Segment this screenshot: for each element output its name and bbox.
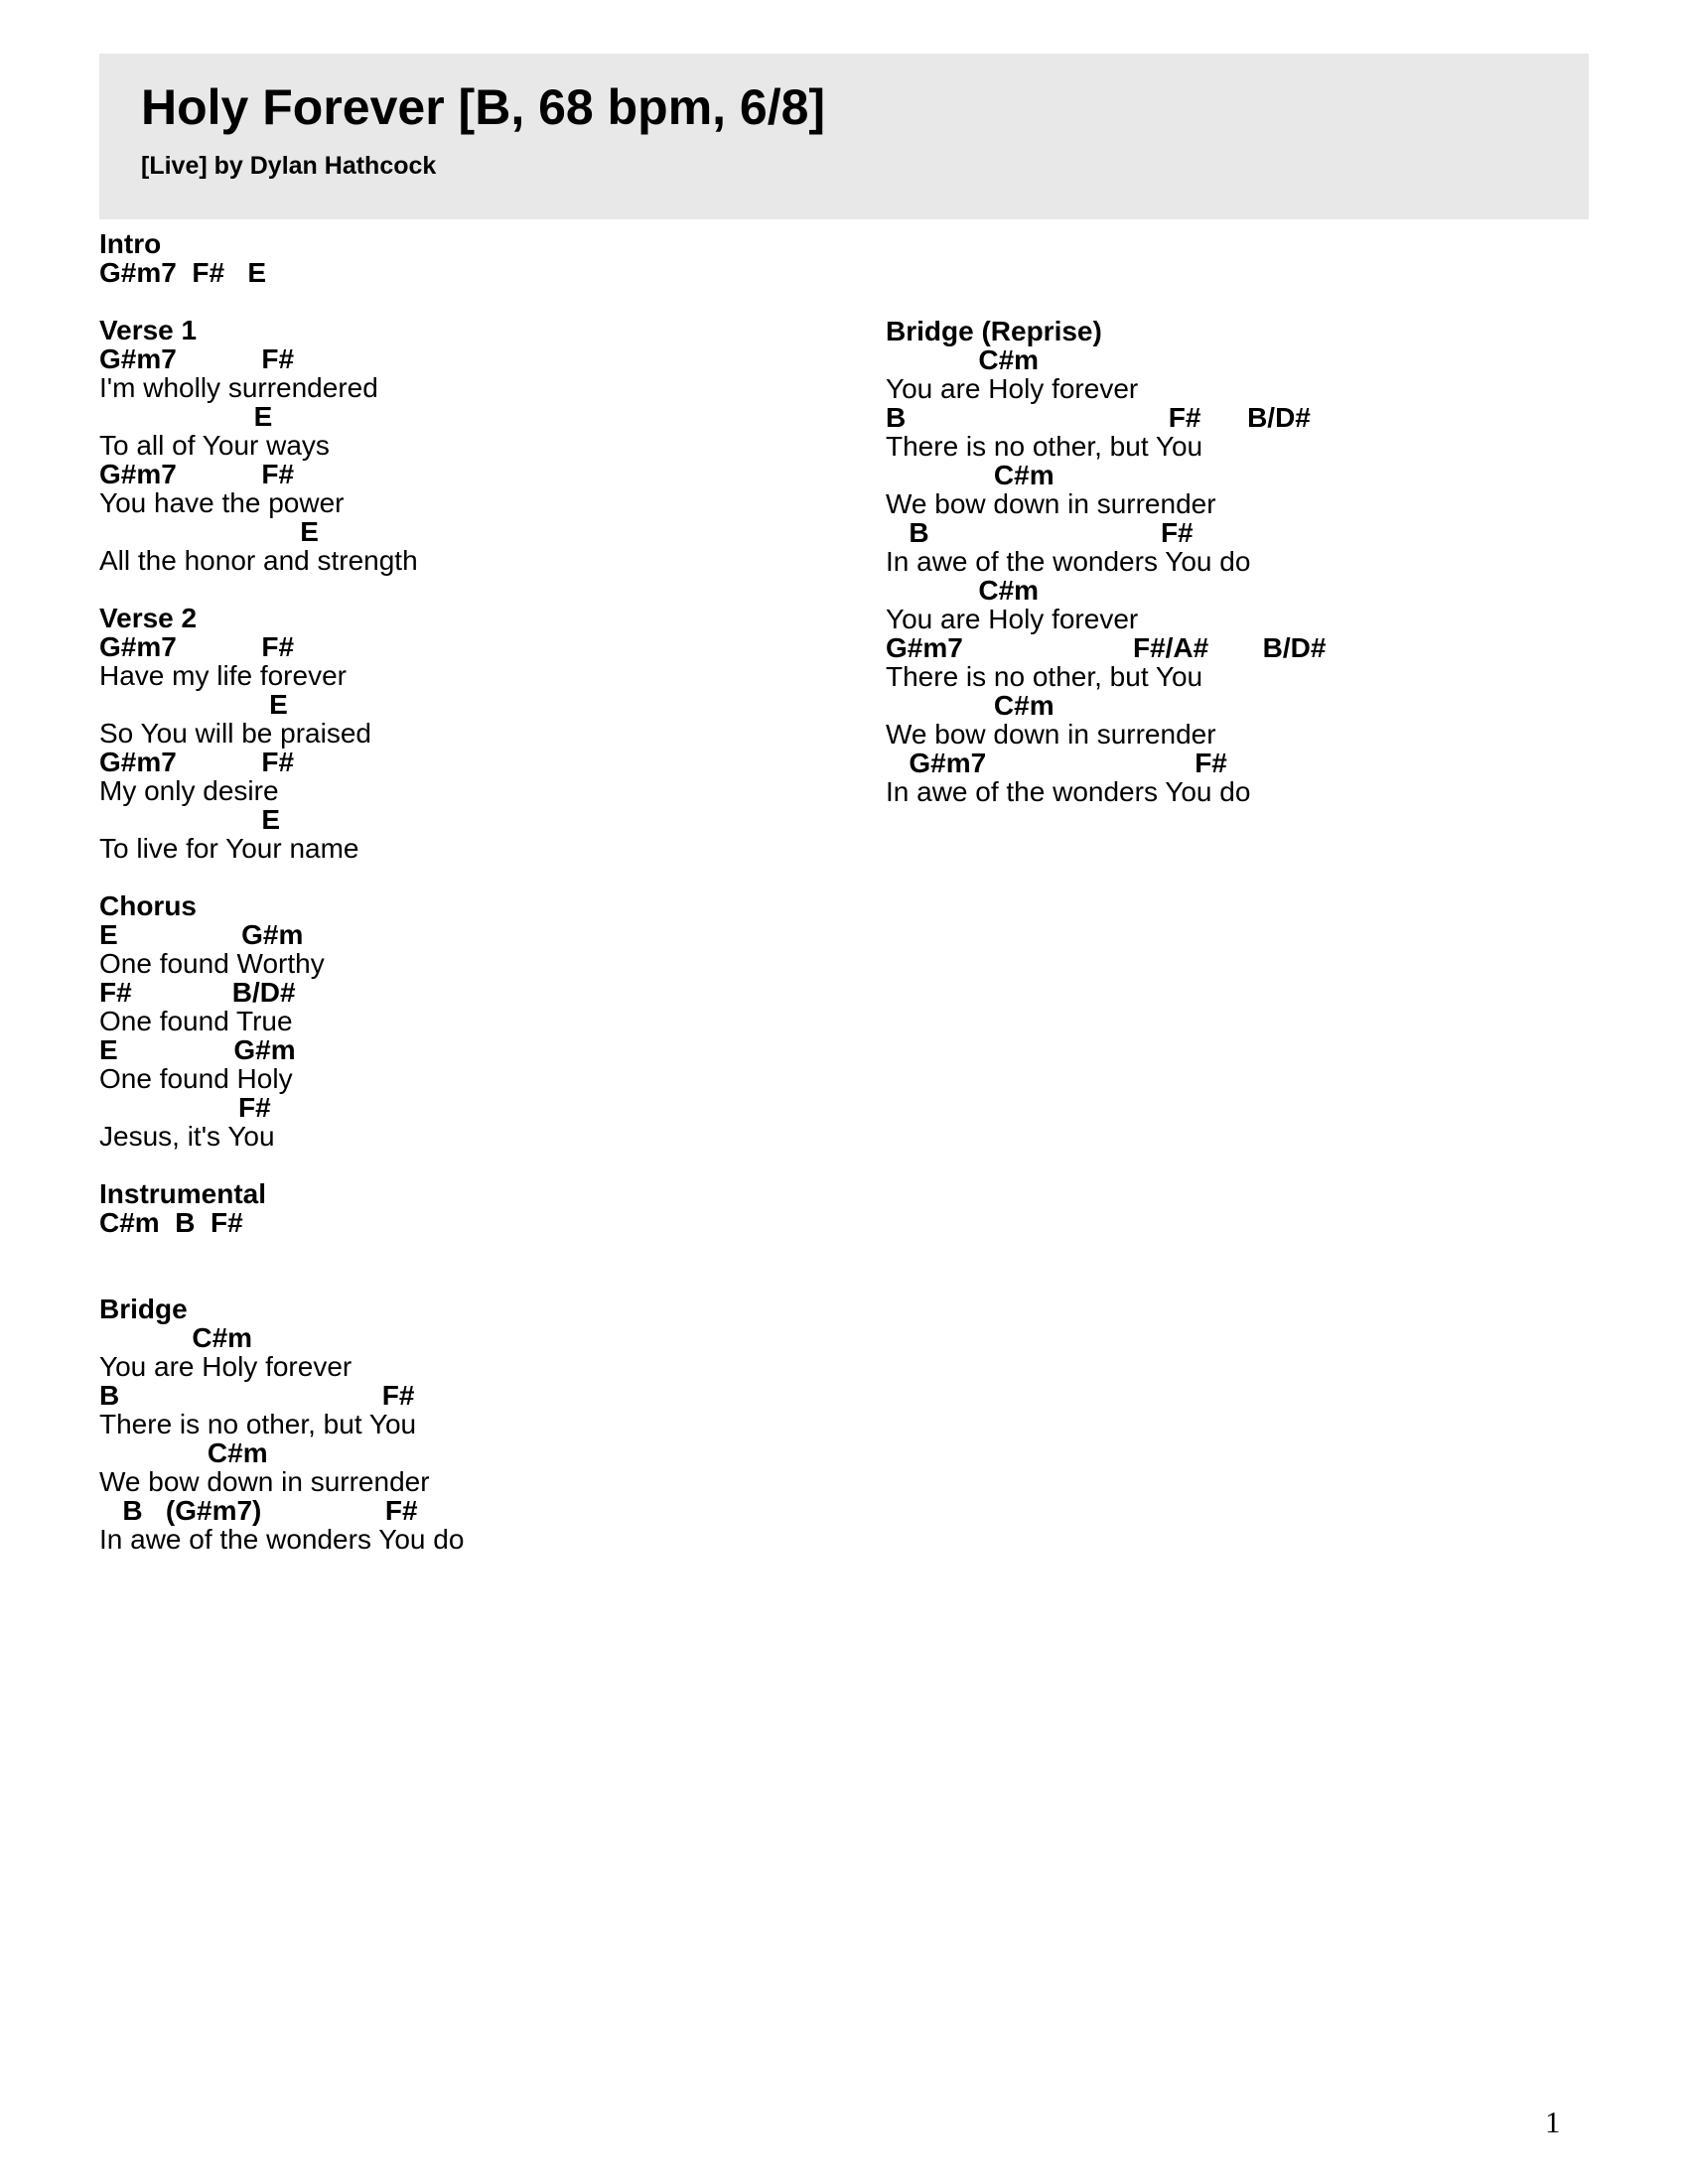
lyric-line: I'm wholly surrendered: [99, 372, 378, 403]
lyric-line: To live for Your name: [99, 833, 359, 864]
lyric-line: You are Holy forever: [886, 604, 1139, 634]
right-column: [886, 317, 1601, 835]
section-heading: Bridge (Reprise): [886, 316, 1102, 346]
lyric-line: We bow down in surrender: [886, 719, 1216, 750]
section-bridge-reprise: [886, 317, 1601, 806]
chord-line: G#m7 F#: [99, 343, 295, 374]
chord-line: E G#m: [99, 919, 304, 950]
chord-line: C#m B F#: [99, 1207, 243, 1238]
lyric-line: All the honor and strength: [99, 545, 418, 576]
chord-line: C#m: [886, 344, 1040, 375]
chord-line: E: [99, 804, 281, 835]
lyric-line: There is no other, but You: [886, 661, 1203, 692]
title-banner: [99, 54, 1589, 219]
lyric-line: Jesus, it's You: [99, 1121, 275, 1152]
section-instrumental: [99, 1179, 814, 1237]
chord-line: B F#: [99, 1380, 415, 1411]
lyric-line: You have the power: [99, 487, 345, 518]
chord-line: G#m7 F#: [99, 631, 295, 662]
lyric-line: You are Holy forever: [99, 1351, 352, 1382]
lyric-line: One found Holy: [99, 1063, 293, 1094]
lyric-line: There is no other, but You: [99, 1409, 417, 1439]
song-subtitle: [Live] by Dylan Hathcock: [141, 152, 437, 180]
chord-line: B (G#m7) F#: [99, 1495, 418, 1526]
section-heading: Verse 1: [99, 315, 198, 345]
lyric-line: In awe of the wonders You do: [886, 546, 1251, 577]
chord-line: B F# B/D#: [886, 402, 1311, 433]
lyric-line: My only desire: [99, 775, 279, 806]
lyric-line: One found Worthy: [99, 948, 325, 979]
section-bridge: [99, 1295, 814, 1554]
page-number: 1: [1545, 2105, 1561, 2139]
chord-line: C#m: [886, 690, 1055, 721]
song-title: Holy Forever [B, 68 bpm, 6/8]: [141, 79, 826, 135]
lyric-line: To all of Your ways: [99, 430, 330, 461]
chord-line: E G#m: [99, 1034, 296, 1065]
chord-line: C#m: [99, 1322, 253, 1353]
chord-line: C#m: [886, 460, 1055, 490]
chord-line: E: [99, 689, 288, 720]
lyric-line: We bow down in surrender: [99, 1466, 430, 1497]
section-heading: Bridge: [99, 1294, 188, 1324]
section-verse-2: [99, 604, 814, 863]
chord-line: E: [99, 401, 273, 432]
chord-line: G#m7 F#: [99, 459, 295, 489]
lyric-line: We bow down in surrender: [886, 488, 1216, 519]
chord-line: E: [99, 516, 319, 547]
chord-line: F# B/D#: [99, 977, 296, 1008]
chord-line: G#m7 F#: [886, 748, 1227, 778]
chord-line: G#m7 F#/A# B/D#: [886, 632, 1327, 663]
chord-line: C#m: [886, 575, 1040, 606]
lyric-line: You are Holy forever: [886, 373, 1139, 404]
section-heading: Verse 2: [99, 603, 198, 633]
left-column: [99, 229, 814, 1582]
chord-line: B F#: [886, 517, 1194, 548]
lyric-line: In awe of the wonders You do: [99, 1524, 465, 1555]
chord-line: F#: [99, 1092, 271, 1123]
chord-line: G#m7 F# E: [99, 257, 267, 288]
chord-line: G#m7 F#: [99, 747, 295, 777]
lyric-line: So You will be praised: [99, 718, 371, 749]
lyric-line: There is no other, but You: [886, 431, 1203, 462]
lyric-line: One found True: [99, 1006, 293, 1036]
section-intro: [99, 229, 814, 287]
section-verse-1: [99, 316, 814, 575]
section-chorus: [99, 891, 814, 1151]
section-heading: Instrumental: [99, 1178, 267, 1209]
section-heading: Chorus: [99, 890, 197, 921]
lyric-line: In awe of the wonders You do: [886, 776, 1251, 807]
lyric-line: Have my life forever: [99, 660, 347, 691]
section-heading: Intro: [99, 228, 162, 259]
chord-line: C#m: [99, 1437, 268, 1468]
